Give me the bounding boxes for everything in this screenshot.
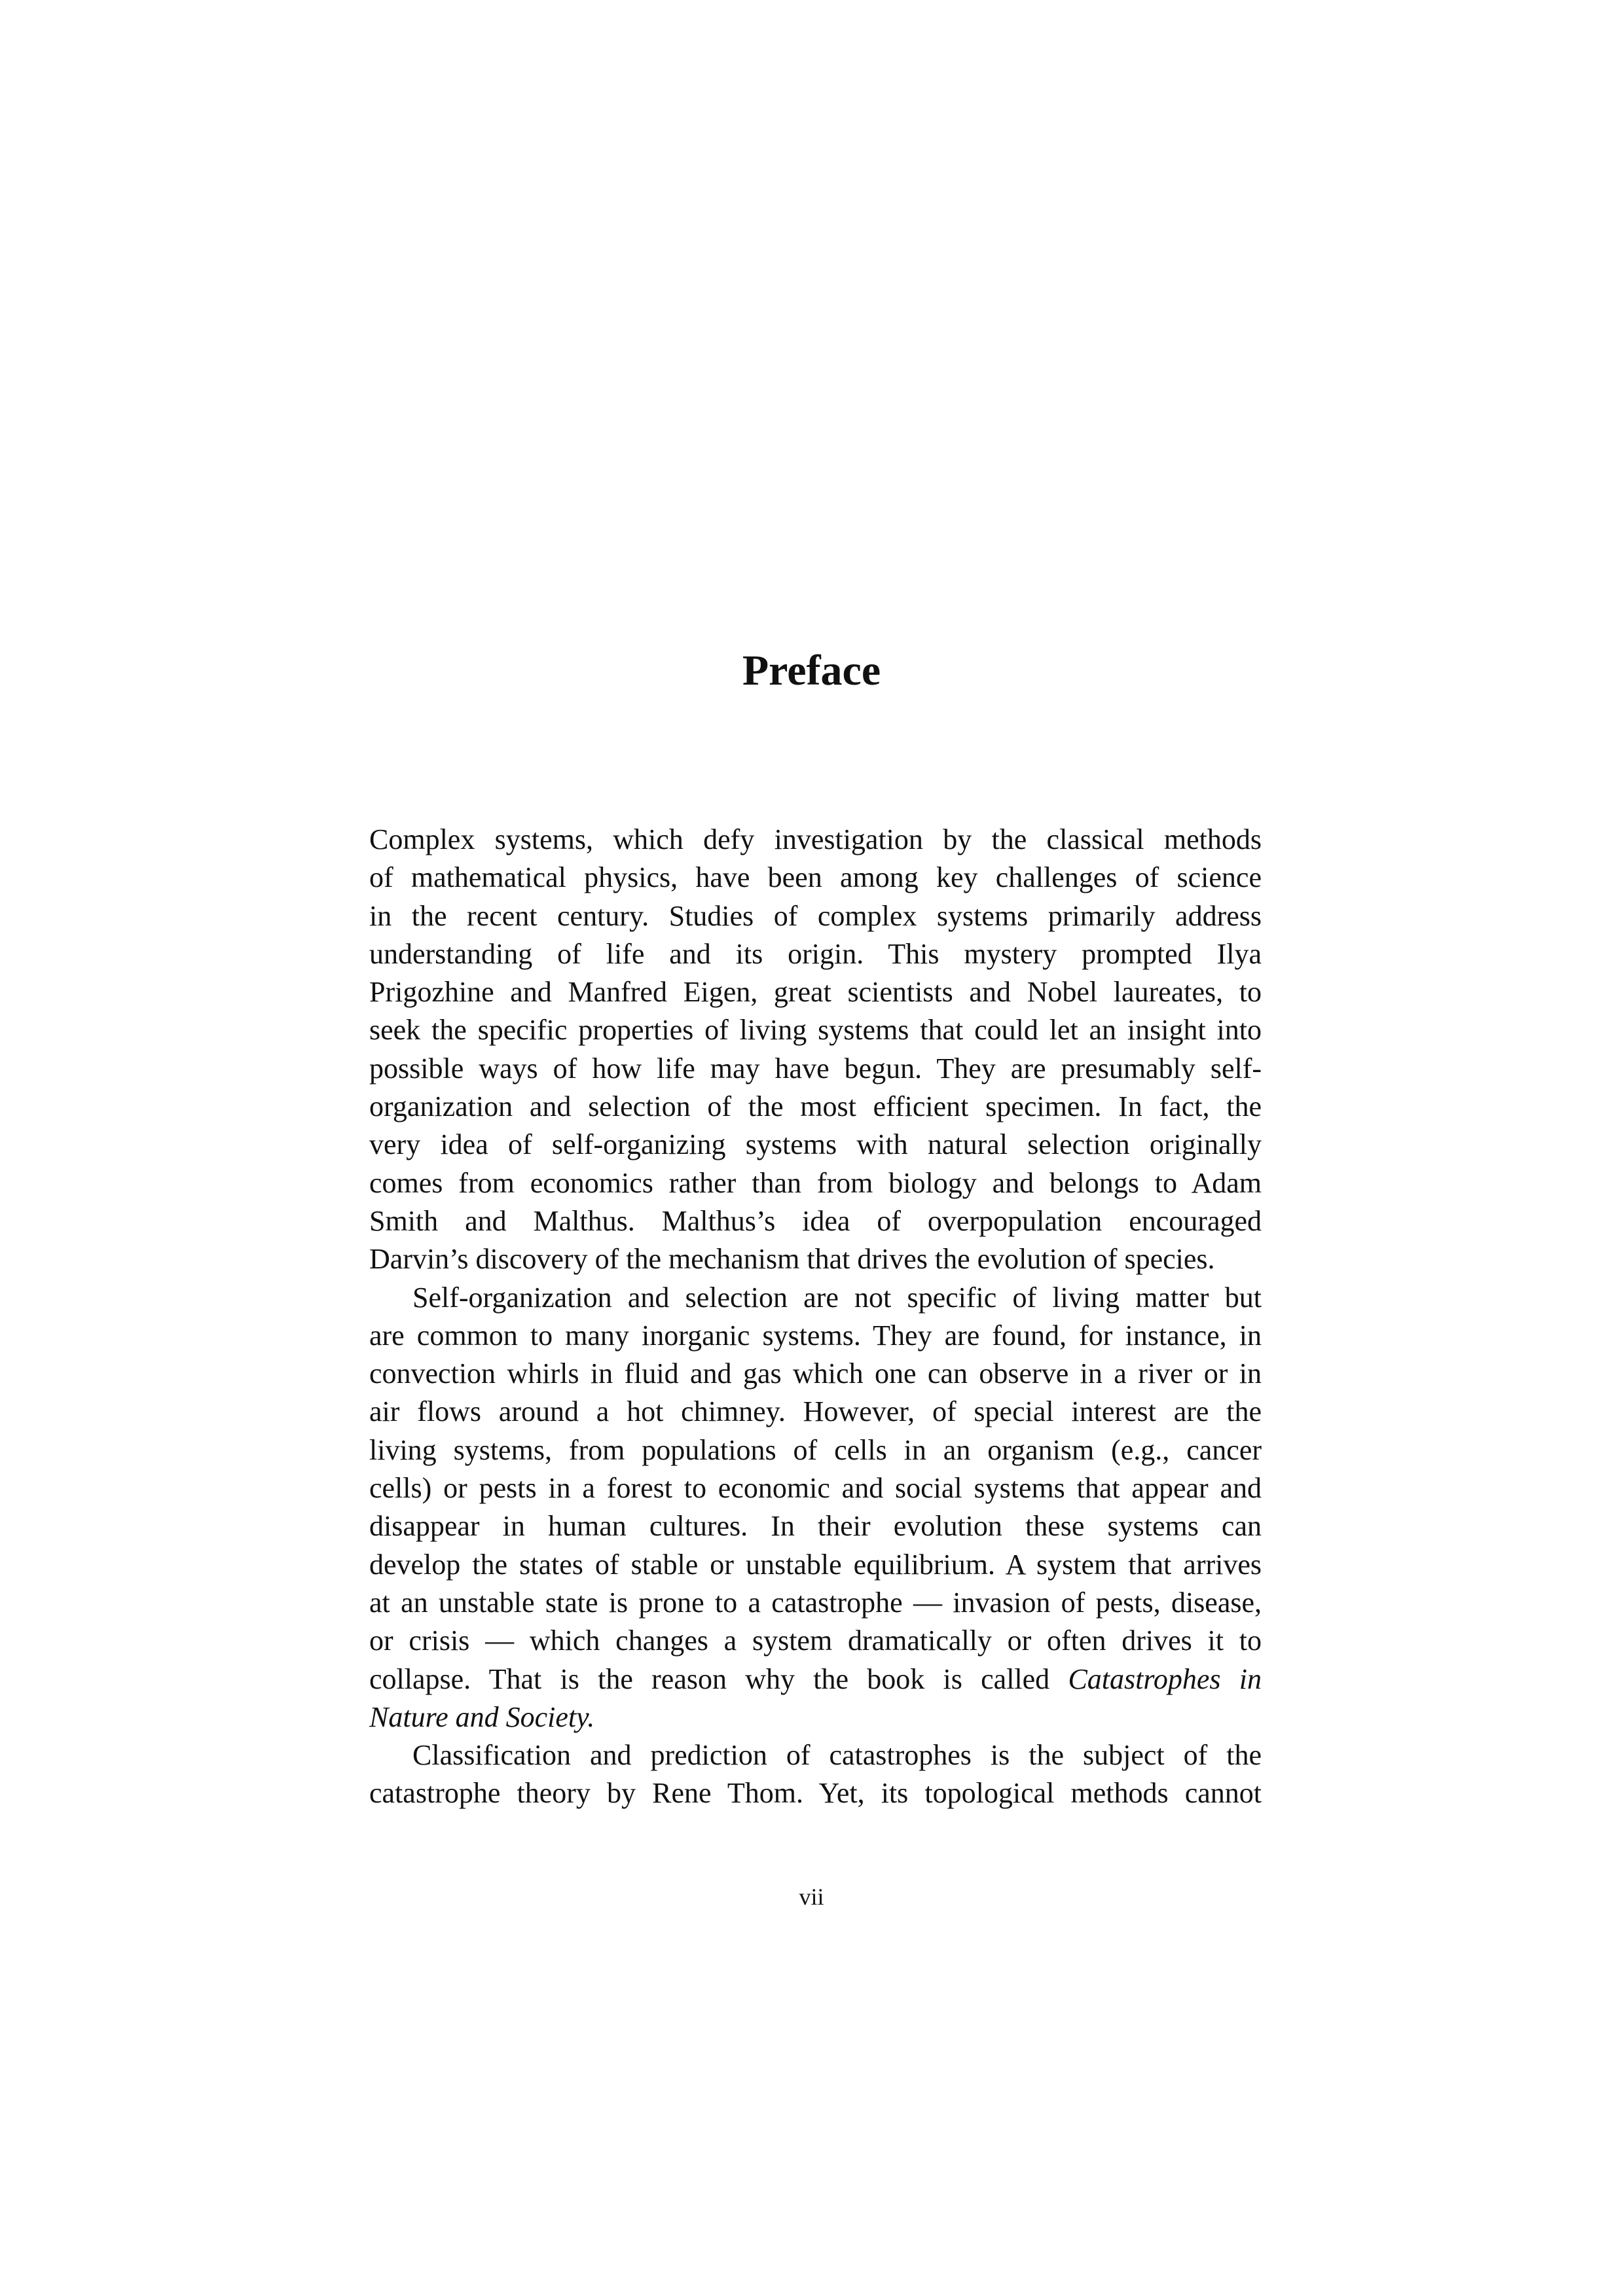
- page-number: vii: [799, 1884, 824, 1910]
- text-line: Smith and Malthus. Malthus’s idea of overpopulation encouraged: [369, 1204, 1262, 1237]
- text-line: or crisis — which changes a system dramatically or often drives it to: [369, 1624, 1262, 1657]
- body-text: [369, 821, 1262, 1813]
- text-line: Darvin’s discovery of the mechanism that drives the evolution of species.: [369, 1243, 1215, 1276]
- text-line-with-title: [369, 1660, 1262, 1698]
- text-line: develop the states of stable or unstable equilibrium. A system that arrives: [369, 1548, 1262, 1581]
- text-line: Prigozhine and Manfred Eigen, great scientists and Nobel laureates, to: [369, 976, 1262, 1009]
- text-line: organization and selection of the most efficient specimen. In fact, the: [369, 1090, 1262, 1123]
- text-line: very idea of self-organizing systems with natural selection originally: [369, 1128, 1262, 1161]
- text-line: Self-organization and selection are not specific of living matter but: [412, 1281, 1262, 1314]
- text-line: air flows around a hot chimney. However, of special interest are the: [369, 1395, 1262, 1428]
- text-line: of mathematical physics, have been among key challenges of science: [369, 861, 1262, 894]
- text-line: disappear in human cultures. In their evolution these systems can: [369, 1510, 1262, 1543]
- text-line: are common to many inorganic systems. They are found, for instance, in: [369, 1319, 1262, 1352]
- text-line: at an unstable state is prone to a catastrophe — invasion of pests, disease,: [369, 1586, 1262, 1619]
- text-line: in the recent century. Studies of complex systems primarily address: [369, 899, 1262, 932]
- text-line: Complex systems, which defy investigation by the classical methods: [369, 823, 1262, 855]
- text-line: [369, 1698, 1262, 1736]
- text-line: living systems, from populations of cells in an organism (e.g., cancer: [369, 1433, 1262, 1466]
- text-line: possible ways of how life may have begun. They are presumably self-: [369, 1052, 1262, 1085]
- text-line: convection whirls in fluid and gas which one can observe in a river or in: [369, 1357, 1262, 1390]
- text-line: seek the specific properties of living systems that could let an insight into: [369, 1014, 1262, 1047]
- text-line: catastrophe theory by Rene Thom. Yet, its topological methods cannot: [369, 1777, 1262, 1810]
- page-title: Preface: [742, 647, 881, 694]
- text-line: understanding of life and its origin. This mystery prompted Ilya: [369, 937, 1262, 970]
- text-line: Classification and prediction of catastrophes is the subject of the: [412, 1739, 1262, 1772]
- text-fragment: collapse. That is the reason why the book is called: [369, 1662, 1050, 1695]
- text-line: comes from economics rather than from biology and belongs to Adam: [369, 1166, 1262, 1199]
- book-title-part: Catastrophes in: [1068, 1662, 1262, 1695]
- book-title-part: Nature and Society.: [369, 1700, 595, 1733]
- text-line: cells) or pests in a forest to economic and social systems that appear and: [369, 1472, 1262, 1505]
